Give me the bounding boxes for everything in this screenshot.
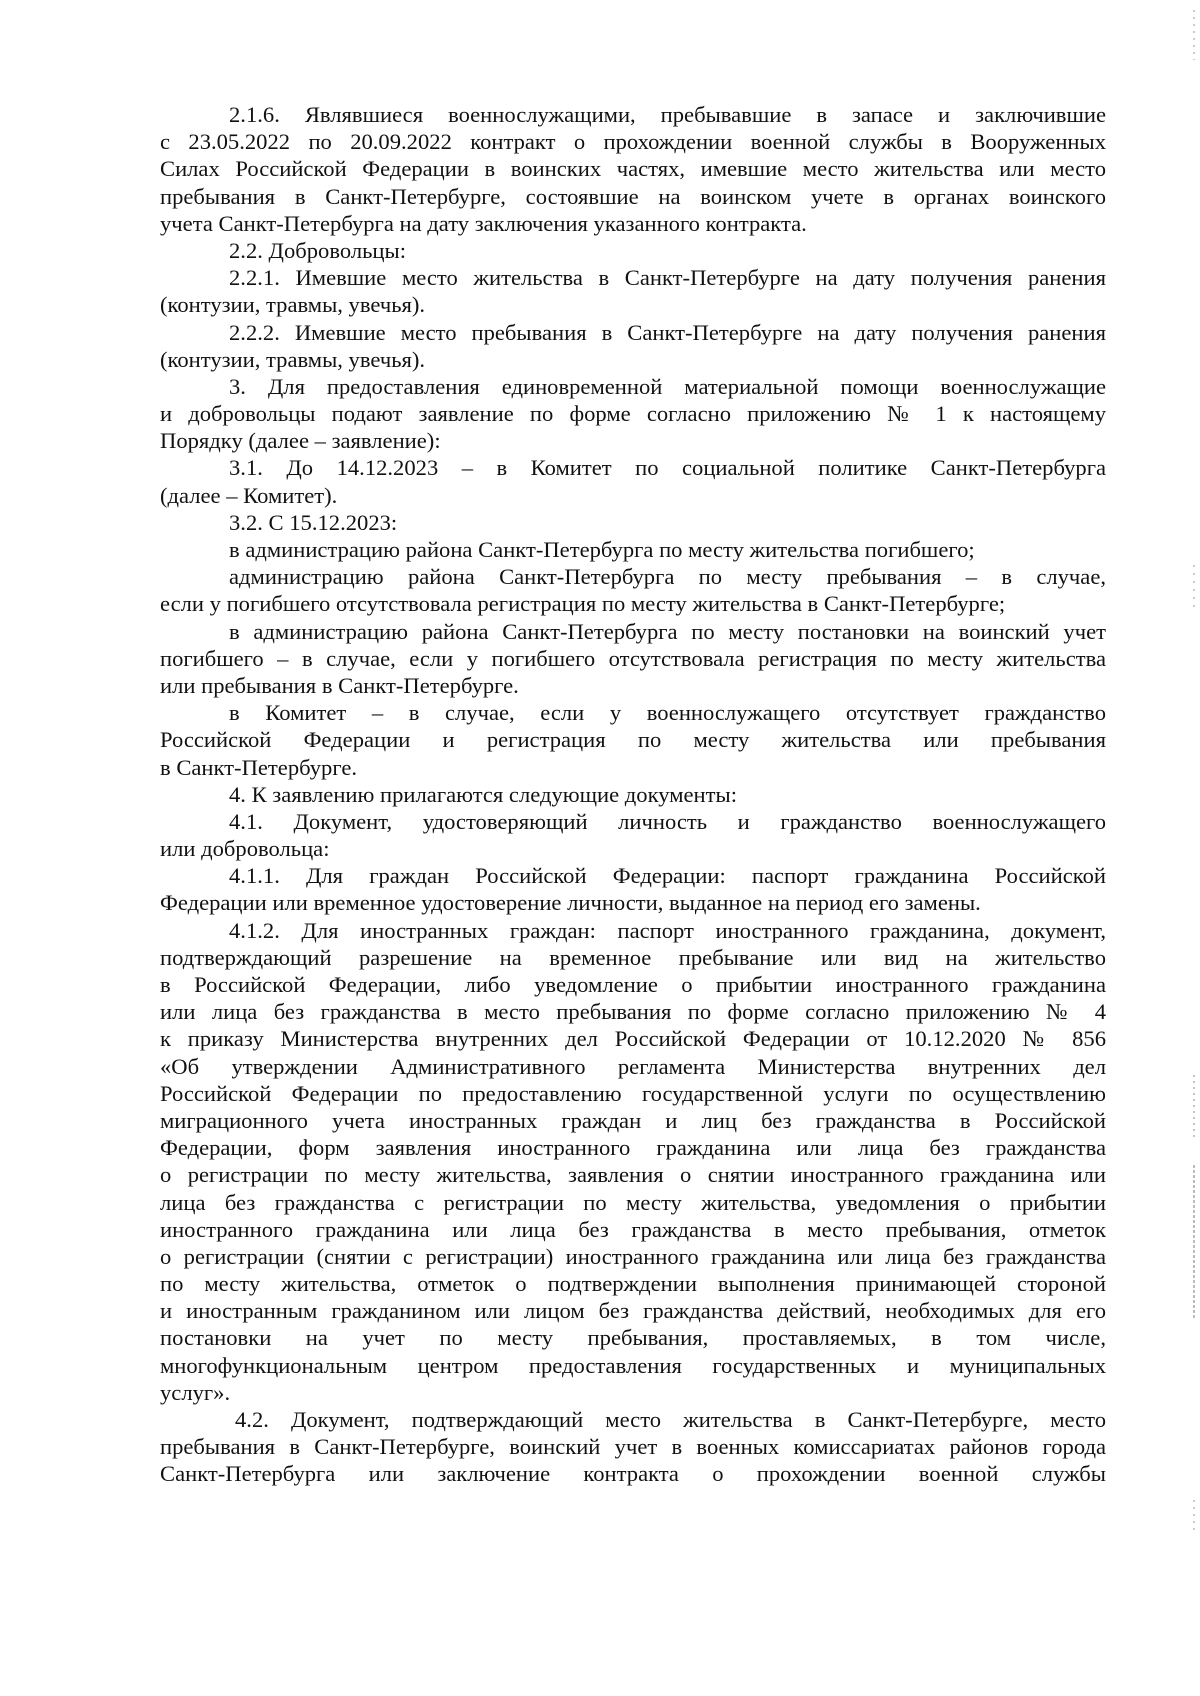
text-line: о регистрации по месту жительства, заявления о снятии иностранного гражданина или xyxy=(160,1162,1106,1188)
text-line: в Санкт-Петербурге. xyxy=(160,754,357,780)
text-line: погибшего – в случае, если у погибшего отсутствовала регистрация по месту жительства xyxy=(160,645,1106,671)
text-line: (контузии, травмы, увечья). xyxy=(160,292,426,318)
text-line: Федерации или временное удостоверение личности, выданное на период его замены. xyxy=(160,890,981,916)
text-line: Санкт-Петербурга или заключение контракта о прохождении военной службы xyxy=(160,1461,1106,1487)
text-line: лица без гражданства с регистрации по месту жительства, уведомления о прибытии xyxy=(160,1189,1106,1215)
text-line: 4.1.2. Для иностранных граждан: паспорт иностранного гражданина, документ, xyxy=(229,917,1106,943)
text-line: многофункциональным центром предоставления государственных и муниципальных xyxy=(160,1352,1106,1378)
text-line: Силах Российской Федерации в воинских частях, имевшие место жительства или место xyxy=(160,156,1106,182)
text-line: услуг». xyxy=(160,1379,231,1405)
text-line: «Об утверждении Административного регламента Министерства внутренних дел xyxy=(160,1053,1106,1079)
text-line: 3. Для предоставления единовременной материальной помощи военнослужащие xyxy=(229,373,1106,399)
document-body xyxy=(160,101,1106,1488)
text-line: о регистрации (снятии с регистрации) иностранного гражданина или лица без гражданства xyxy=(160,1243,1106,1269)
text-line: 4. К заявлению прилагаются следующие документы: xyxy=(229,781,737,807)
text-line: 3.1. До 14.12.2023 – в Комитет по социальной политике Санкт-Петербурга xyxy=(229,455,1106,481)
text-line: Российской Федерации по предоставлению государственной услуги по осуществлению xyxy=(160,1080,1106,1106)
text-line: или лица без гражданства в место пребывания по форме согласно приложению № 4 xyxy=(160,999,1106,1025)
text-line: в Российской Федерации, либо уведомление о прибытии иностранного гражданина xyxy=(160,972,1106,997)
text-line: подтверждающий разрешение на временное пребывание или вид на жительство xyxy=(160,944,1106,970)
text-line: и добровольцы подают заявление по форме согласно приложению № 1 к настоящему xyxy=(160,401,1106,427)
text-line: 4.1. Документ, удостоверяющий личность и гражданство военнослужащего xyxy=(229,808,1106,834)
text-line: 3.2. С 15.12.2023: xyxy=(229,509,398,535)
text-line: иностранного гражданина или лица без гражданства в место пребывания, отметок xyxy=(160,1216,1106,1242)
text-line: 2.2. Добровольцы: xyxy=(229,237,406,263)
text-line: Федерации, форм заявления иностранного гражданина или лица без гражданства xyxy=(160,1135,1106,1161)
text-line: (далее – Комитет). xyxy=(160,482,338,508)
text-line: Российской Федерации и регистрация по месту жительства или пребывания xyxy=(160,727,1106,753)
text-line: в администрацию района Санкт-Петербурга по месту постановки на воинский учет xyxy=(229,618,1106,644)
text-line: 4.1.1. Для граждан Российской Федерации: паспорт гражданина Российской xyxy=(229,863,1106,889)
text-line: или пребывания в Санкт-Петербурге. xyxy=(160,672,519,698)
text-line: с 23.05.2022 по 20.09.2022 контракт о прохождении военной службы в Вооруженных xyxy=(160,129,1106,155)
text-line: 2.1.6. Являвшиеся военнослужащими, пребывавшие в запасе и заключившие xyxy=(229,102,1106,127)
text-line: если у погибшего отсутствовала регистрация по месту жительства в Санкт-Петербурге; xyxy=(160,591,1006,617)
text-line: и иностранным гражданином или лицом без гражданства действий, необходимых для его xyxy=(160,1298,1106,1324)
text-line: Порядку (далее – заявление): xyxy=(160,428,441,454)
text-line: администрацию района Санкт-Петербурга по месту пребывания – в случае, xyxy=(229,564,1106,590)
text-line: пребывания в Санкт-Петербурге, воинский учет в военных комиссариатах районов города xyxy=(160,1434,1106,1460)
text-line: в администрацию района Санкт-Петербурга по месту жительства погибшего; xyxy=(229,537,975,562)
text-line: или добровольца: xyxy=(160,836,330,862)
scan-margin-marks xyxy=(1188,0,1200,1696)
text-line: к приказу Министерства внутренних дел Российской Федерации от 10.12.2020 № 856 xyxy=(160,1026,1106,1052)
text-line: в Комитет – в случае, если у военнослужащего отсутствует гражданство xyxy=(229,700,1106,726)
text-line: пребывания в Санкт-Петербурге, состоявшие на воинском учете в органах воинского xyxy=(160,183,1106,209)
text-line: 4.2. Документ, подтверждающий место жительства в Санкт-Петербурге, место xyxy=(235,1407,1106,1432)
text-line: (контузии, травмы, увечья). xyxy=(160,346,426,372)
text-line: 2.2.1. Имевшие место жительства в Санкт-Петербурге на дату получения ранения xyxy=(229,265,1106,291)
text-line: по месту жительства, отметок о подтверждении выполнения принимающей стороной xyxy=(160,1271,1106,1297)
text-line: учета Санкт-Петербурга на дату заключения указанного контракта. xyxy=(160,210,807,236)
text-line: 2.2.2. Имевшие место пребывания в Санкт-Петербурге на дату получения ранения xyxy=(229,319,1106,345)
text-line: миграционного учета иностранных граждан и лиц без гражданства в Российской xyxy=(160,1107,1106,1133)
text-line: постановки на учет по месту пребывания, проставляемых, в том числе, xyxy=(160,1325,1106,1351)
